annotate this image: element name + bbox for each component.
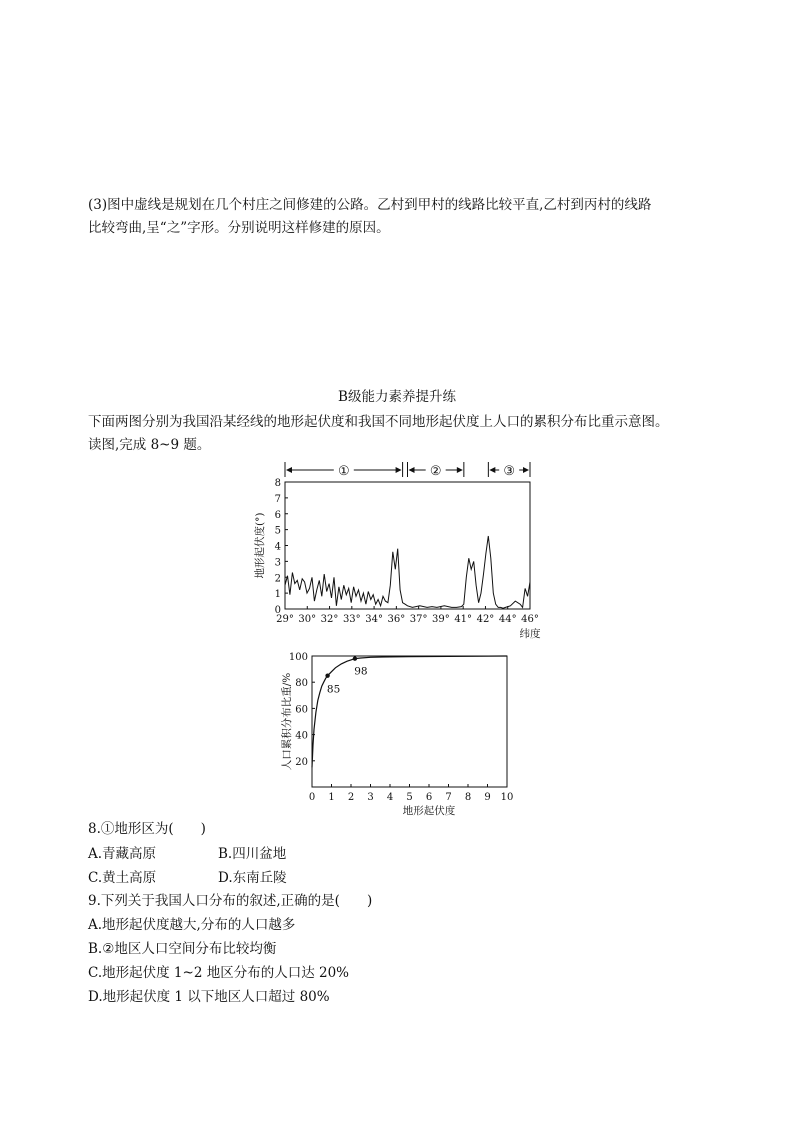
q9-stem: 9.下列关于我国人口分布的叙述,正确的是( ) <box>88 893 373 909</box>
terrain-relief-chart <box>250 458 550 643</box>
y-tick-label: 0 <box>274 605 281 616</box>
x-tick-label: 41° <box>454 614 473 625</box>
x-tick-label: 7 <box>445 792 452 803</box>
x-tick-label: 29° <box>276 614 294 625</box>
q9-option-a: A.地形起伏度越大,分布的人口越多 <box>88 917 296 933</box>
y-tick-label: 40 <box>295 730 308 742</box>
relief-series-line <box>285 536 530 608</box>
x-tick-label: 6 <box>425 792 433 803</box>
annotation-point-98 <box>353 656 357 660</box>
x-tick-label: 10 <box>500 792 514 803</box>
x-tick-label: 44° <box>498 614 517 625</box>
y-tick-label: 8 <box>274 478 281 489</box>
x-tick-label: 36° <box>387 614 406 625</box>
q8-stem: 8.①地形区为( ) <box>88 821 206 837</box>
y-tick-label: 4 <box>274 541 281 553</box>
region-arrow-head <box>489 467 495 473</box>
q8-option-a: A.青藏高原 <box>88 846 157 862</box>
y-axis-label: 人口累积分布比重/% <box>281 672 293 771</box>
y-tick-label: 1 <box>274 589 281 601</box>
q9-option-b: B.②地区人口空间分布比较均衡 <box>88 941 277 957</box>
q8-option-c: C.黄土高原 <box>88 870 157 886</box>
y-tick-label: 6 <box>274 509 281 521</box>
y-tick-label: 5 <box>274 525 281 537</box>
region-label-3: ③ <box>503 464 516 479</box>
x-axis-label: 纬度 <box>519 628 541 640</box>
x-tick-label: 5 <box>406 792 413 803</box>
population-cumulative-chart <box>250 645 550 815</box>
x-tick-label: 33° <box>342 614 361 625</box>
y-tick-label: 60 <box>295 704 308 716</box>
question3-line2: 比较弯曲,呈“之”字形。分别说明这样修建的原因。 <box>88 220 390 236</box>
x-tick-label: 0 <box>308 792 316 803</box>
q9-option-c: C.地形起伏度 1~2 地区分布的人口达 20% <box>88 965 350 981</box>
plot-frame <box>312 656 507 787</box>
y-tick-label: 7 <box>274 493 281 505</box>
annotation-label-85: 85 <box>326 683 341 696</box>
x-tick-label: 8 <box>464 792 472 803</box>
x-tick-label: 30° <box>298 614 317 625</box>
x-tick-label: 39° <box>432 614 450 625</box>
x-tick-label: 32° <box>320 614 339 625</box>
region-arrow-head <box>457 467 463 473</box>
section-b-intro-line1: 下面两图分别为我国沿某经线的地形起伏度和我国不同地形起伏度上人口的累积分布比重示意图。 <box>88 414 669 430</box>
y-tick-label: 3 <box>274 557 281 569</box>
x-tick-label: 46° <box>521 614 539 625</box>
x-tick-label: 1 <box>328 792 335 803</box>
x-tick-label: 34° <box>365 614 383 625</box>
y-tick-label: 80 <box>295 678 308 690</box>
x-axis-label: 地形起伏度 <box>402 805 456 817</box>
q9-option-d: D.地形起伏度 1 以下地区人口超过 80% <box>88 989 330 1005</box>
q8-option-d: D.东南丘陵 <box>218 870 287 886</box>
y-tick-label: 2 <box>274 573 281 585</box>
region-arrow-head <box>396 467 402 473</box>
x-tick-label: 4 <box>386 792 394 803</box>
section-b-intro-line2: 读图,完成 8~9 题。 <box>88 437 211 453</box>
question3-line1: (3)图中虚线是规划在几个村庄之间修建的公路。乙村到甲村的线路比较平直,乙村到丙村的线路 <box>88 197 652 213</box>
region-arrow-head <box>409 467 415 473</box>
x-tick-label: 9 <box>484 792 491 803</box>
y-tick-label: 20 <box>295 756 308 768</box>
x-tick-label: 3 <box>367 792 374 803</box>
y-tick-label: 100 <box>288 652 308 663</box>
region-label-2: ② <box>429 464 442 479</box>
population-series-line <box>312 656 507 767</box>
x-tick-label: 37° <box>409 614 428 625</box>
annotation-label-98: 98 <box>354 665 368 678</box>
annotation-point-85 <box>325 673 329 677</box>
section-b-title: B级能力素养提升练 <box>338 389 456 405</box>
region-arrow-head <box>286 467 292 473</box>
q8-option-b: B.四川盆地 <box>218 846 287 862</box>
x-tick-label: 42° <box>476 614 495 625</box>
region-label-1: ① <box>337 464 350 479</box>
y-axis-label: 地形起伏度(°) <box>254 512 266 579</box>
x-tick-label: 2 <box>347 792 355 803</box>
region-arrow-head <box>523 467 529 473</box>
